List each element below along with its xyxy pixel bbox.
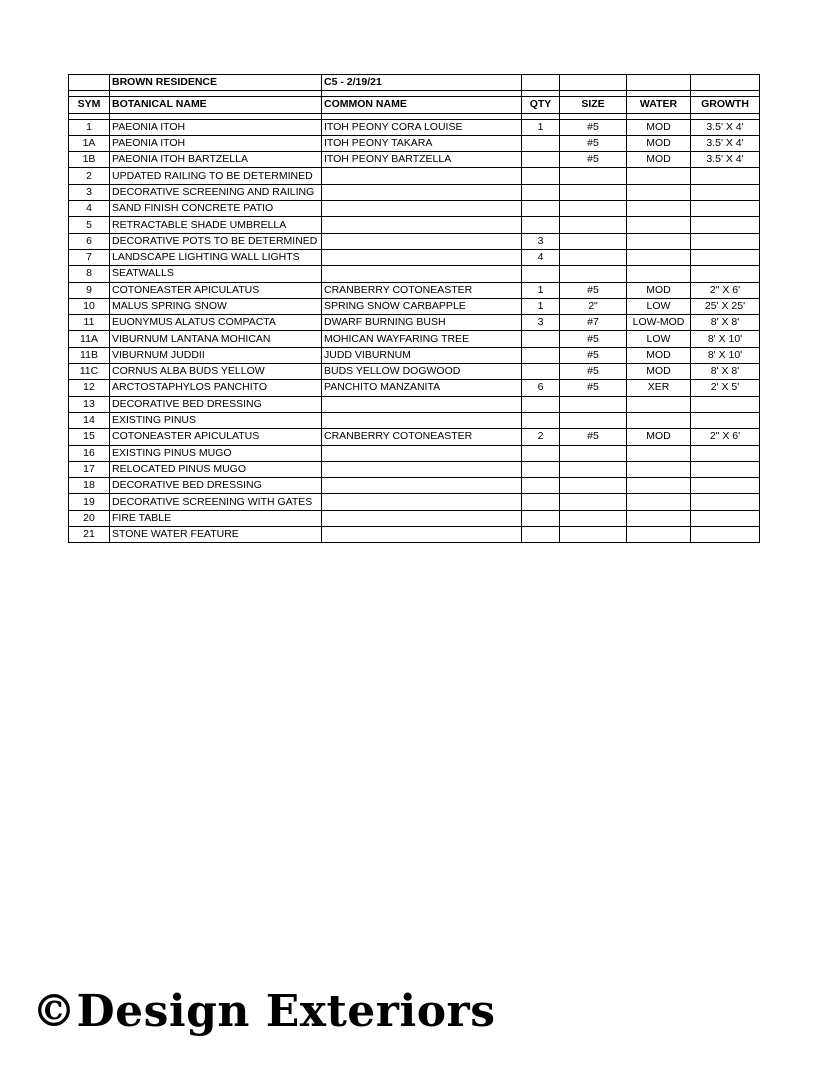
cell-sym: 11	[69, 315, 110, 331]
plant-schedule-table	[68, 74, 760, 543]
cell-sym: 11B	[69, 347, 110, 363]
cell-size	[560, 412, 627, 428]
cell-qty	[522, 184, 560, 200]
copyright-footer: ©Design Exteriors	[32, 986, 496, 1037]
cell-growth	[691, 249, 760, 265]
cell-size	[560, 461, 627, 477]
cell-common: MOHICAN WAYFARING TREE	[322, 331, 522, 347]
cell-botanical: DECORATIVE BED DRESSING	[110, 478, 322, 494]
cell-size	[560, 478, 627, 494]
cell-common: JUDD VIBURNUM	[322, 347, 522, 363]
cell-water: MOD	[627, 135, 691, 151]
cell-growth: 3.5' X 4'	[691, 119, 760, 135]
cell-growth	[691, 201, 760, 217]
table-row	[69, 201, 760, 217]
cell-water: MOD	[627, 282, 691, 298]
cell-qty	[522, 168, 560, 184]
cell-common	[322, 201, 522, 217]
cell-growth: 25' X 25'	[691, 298, 760, 314]
table-row	[69, 233, 760, 249]
sheet-date: C5 - 2/19/21	[322, 75, 522, 91]
cell-growth	[691, 478, 760, 494]
table-row	[69, 445, 760, 461]
cell-growth	[691, 396, 760, 412]
cell-growth: 3.5' X 4'	[691, 152, 760, 168]
cell-sym: 13	[69, 396, 110, 412]
table-row	[69, 380, 760, 396]
cell-sym: 20	[69, 510, 110, 526]
cell-botanical: PAEONIA ITOH	[110, 135, 322, 151]
table-row	[69, 184, 760, 200]
cell-botanical: PAEONIA ITOH BARTZELLA	[110, 152, 322, 168]
cell-sym: 11A	[69, 331, 110, 347]
title-sym-cell	[69, 75, 110, 91]
cell-water	[627, 396, 691, 412]
cell-qty	[522, 331, 560, 347]
cell-growth	[691, 184, 760, 200]
table-row	[69, 510, 760, 526]
cell-water: MOD	[627, 429, 691, 445]
cell-qty: 2	[522, 429, 560, 445]
cell-common: CRANBERRY COTONEASTER	[322, 282, 522, 298]
cell-size: 2"	[560, 298, 627, 314]
col-header-common: COMMON NAME	[322, 97, 522, 113]
cell-common	[322, 266, 522, 282]
table-row	[69, 412, 760, 428]
cell-growth	[691, 445, 760, 461]
cell-water	[627, 266, 691, 282]
cell-water	[627, 494, 691, 510]
cell-water: LOW	[627, 331, 691, 347]
cell-common	[322, 217, 522, 233]
cell-growth	[691, 168, 760, 184]
table-row	[69, 478, 760, 494]
cell-common	[322, 478, 522, 494]
cell-water	[627, 445, 691, 461]
cell-water	[627, 412, 691, 428]
cell-botanical: SEATWALLS	[110, 266, 322, 282]
cell-common	[322, 396, 522, 412]
cell-sym: 21	[69, 527, 110, 543]
cell-sym: 3	[69, 184, 110, 200]
cell-size: #5	[560, 331, 627, 347]
cell-botanical: VIBURNUM JUDDII	[110, 347, 322, 363]
cell-size: #5	[560, 364, 627, 380]
table-row	[69, 282, 760, 298]
cell-sym: 9	[69, 282, 110, 298]
cell-qty: 3	[522, 233, 560, 249]
cell-growth: 8' X 10'	[691, 347, 760, 363]
cell-water	[627, 527, 691, 543]
cell-growth: 2" X 6'	[691, 282, 760, 298]
cell-common: PANCHITO MANZANITA	[322, 380, 522, 396]
project-name: BROWN RESIDENCE	[110, 75, 322, 91]
cell-growth: 8' X 8'	[691, 315, 760, 331]
cell-common: ITOH PEONY BARTZELLA	[322, 152, 522, 168]
cell-qty	[522, 527, 560, 543]
cell-sym: 8	[69, 266, 110, 282]
cell-botanical: ARCTOSTAPHYLOS PANCHITO	[110, 380, 322, 396]
col-header-sym: SYM	[69, 97, 110, 113]
cell-common	[322, 249, 522, 265]
cell-growth: 8' X 8'	[691, 364, 760, 380]
table-row	[69, 331, 760, 347]
cell-botanical: EXISTING PINUS	[110, 412, 322, 428]
cell-water	[627, 233, 691, 249]
cell-botanical: DECORATIVE POTS TO BE DETERMINED	[110, 233, 322, 249]
cell-water	[627, 201, 691, 217]
cell-qty	[522, 347, 560, 363]
table-row	[69, 119, 760, 135]
column-header-row	[69, 97, 760, 113]
cell-qty: 1	[522, 282, 560, 298]
cell-size	[560, 445, 627, 461]
cell-qty: 1	[522, 298, 560, 314]
cell-growth	[691, 217, 760, 233]
cell-botanical: CORNUS ALBA BUDS YELLOW	[110, 364, 322, 380]
table-row	[69, 315, 760, 331]
cell-botanical: LANDSCAPE LIGHTING WALL LIGHTS	[110, 249, 322, 265]
cell-water	[627, 461, 691, 477]
cell-size	[560, 494, 627, 510]
cell-common: DWARF BURNING BUSH	[322, 315, 522, 331]
cell-growth	[691, 527, 760, 543]
cell-size	[560, 217, 627, 233]
cell-sym: 7	[69, 249, 110, 265]
cell-botanical: RETRACTABLE SHADE UMBRELLA	[110, 217, 322, 233]
cell-growth	[691, 461, 760, 477]
cell-sym: 10	[69, 298, 110, 314]
cell-sym: 18	[69, 478, 110, 494]
cell-common	[322, 233, 522, 249]
cell-qty: 1	[522, 119, 560, 135]
cell-sym: 2	[69, 168, 110, 184]
cell-common: ITOH PEONY CORA LOUISE	[322, 119, 522, 135]
cell-qty	[522, 510, 560, 526]
cell-size: #5	[560, 380, 627, 396]
cell-growth: 2" X 6'	[691, 429, 760, 445]
cell-common	[322, 510, 522, 526]
col-header-water: WATER	[627, 97, 691, 113]
cell-size: #5	[560, 135, 627, 151]
cell-growth	[691, 510, 760, 526]
cell-sym: 16	[69, 445, 110, 461]
cell-size	[560, 201, 627, 217]
cell-qty	[522, 152, 560, 168]
cell-sym: 1B	[69, 152, 110, 168]
col-header-botanical: BOTANICAL NAME	[110, 97, 322, 113]
cell-size: #7	[560, 315, 627, 331]
cell-size	[560, 168, 627, 184]
cell-size	[560, 527, 627, 543]
cell-common	[322, 445, 522, 461]
table-row	[69, 396, 760, 412]
table-row	[69, 168, 760, 184]
cell-botanical: EXISTING PINUS MUGO	[110, 445, 322, 461]
cell-growth: 8' X 10'	[691, 331, 760, 347]
cell-water: LOW-MOD	[627, 315, 691, 331]
table-row	[69, 461, 760, 477]
cell-size: #5	[560, 347, 627, 363]
table-row	[69, 152, 760, 168]
cell-size: #5	[560, 119, 627, 135]
cell-size	[560, 396, 627, 412]
cell-botanical: COTONEASTER APICULATUS	[110, 429, 322, 445]
table-row	[69, 298, 760, 314]
cell-botanical: COTONEASTER APICULATUS	[110, 282, 322, 298]
table-row	[69, 266, 760, 282]
table-row	[69, 347, 760, 363]
cell-water: MOD	[627, 152, 691, 168]
cell-water: MOD	[627, 364, 691, 380]
cell-botanical: UPDATED RAILING TO BE DETERMINED	[110, 168, 322, 184]
cell-sym: 1A	[69, 135, 110, 151]
cell-common	[322, 494, 522, 510]
cell-water: LOW	[627, 298, 691, 314]
cell-botanical: VIBURNUM LANTANA MOHICAN	[110, 331, 322, 347]
cell-size	[560, 249, 627, 265]
cell-size: #5	[560, 429, 627, 445]
cell-size	[560, 184, 627, 200]
table-row	[69, 249, 760, 265]
cell-water: MOD	[627, 119, 691, 135]
col-header-size: SIZE	[560, 97, 627, 113]
cell-growth	[691, 266, 760, 282]
cell-sym: 4	[69, 201, 110, 217]
cell-water	[627, 510, 691, 526]
cell-qty: 3	[522, 315, 560, 331]
cell-growth: 2' X 5'	[691, 380, 760, 396]
cell-size	[560, 510, 627, 526]
cell-water	[627, 478, 691, 494]
cell-growth: 3.5' X 4'	[691, 135, 760, 151]
cell-qty	[522, 412, 560, 428]
cell-sym: 12	[69, 380, 110, 396]
cell-common	[322, 527, 522, 543]
table-row	[69, 527, 760, 543]
cell-size	[560, 266, 627, 282]
cell-growth	[691, 412, 760, 428]
cell-water	[627, 184, 691, 200]
cell-botanical: PAEONIA ITOH	[110, 119, 322, 135]
cell-qty	[522, 445, 560, 461]
cell-qty	[522, 201, 560, 217]
cell-botanical: DECORATIVE SCREENING AND RAILING	[110, 184, 322, 200]
cell-sym: 15	[69, 429, 110, 445]
cell-botanical: MALUS SPRING SNOW	[110, 298, 322, 314]
cell-botanical: DECORATIVE BED DRESSING	[110, 396, 322, 412]
cell-water: MOD	[627, 347, 691, 363]
title-row	[69, 75, 760, 91]
table-row	[69, 494, 760, 510]
cell-growth	[691, 494, 760, 510]
table-row	[69, 429, 760, 445]
cell-botanical: FIRE TABLE	[110, 510, 322, 526]
cell-common: SPRING SNOW CARBAPPLE	[322, 298, 522, 314]
col-header-qty: QTY	[522, 97, 560, 113]
cell-botanical: STONE WATER FEATURE	[110, 527, 322, 543]
cell-common	[322, 168, 522, 184]
cell-common: BUDS YELLOW DOGWOOD	[322, 364, 522, 380]
cell-common: CRANBERRY COTONEASTER	[322, 429, 522, 445]
table-row	[69, 364, 760, 380]
cell-water	[627, 217, 691, 233]
cell-qty	[522, 494, 560, 510]
cell-water	[627, 168, 691, 184]
cell-qty	[522, 364, 560, 380]
cell-botanical: RELOCATED PINUS MUGO	[110, 461, 322, 477]
cell-size	[560, 233, 627, 249]
cell-common	[322, 461, 522, 477]
cell-qty	[522, 461, 560, 477]
cell-common: ITOH PEONY TAKARA	[322, 135, 522, 151]
cell-water: XER	[627, 380, 691, 396]
cell-qty: 4	[522, 249, 560, 265]
cell-qty	[522, 135, 560, 151]
cell-sym: 19	[69, 494, 110, 510]
cell-qty	[522, 396, 560, 412]
cell-qty	[522, 266, 560, 282]
cell-common	[322, 412, 522, 428]
cell-growth	[691, 233, 760, 249]
cell-water	[627, 249, 691, 265]
cell-size: #5	[560, 282, 627, 298]
cell-common	[322, 184, 522, 200]
cell-sym: 5	[69, 217, 110, 233]
cell-sym: 6	[69, 233, 110, 249]
table-row	[69, 135, 760, 151]
cell-sym: 11C	[69, 364, 110, 380]
col-header-growth: GROWTH	[691, 97, 760, 113]
cell-botanical: EUONYMUS ALATUS COMPACTA	[110, 315, 322, 331]
cell-sym: 17	[69, 461, 110, 477]
cell-size: #5	[560, 152, 627, 168]
cell-botanical: SAND FINISH CONCRETE PATIO	[110, 201, 322, 217]
cell-qty	[522, 478, 560, 494]
cell-sym: 1	[69, 119, 110, 135]
cell-qty	[522, 217, 560, 233]
cell-sym: 14	[69, 412, 110, 428]
cell-qty: 6	[522, 380, 560, 396]
cell-botanical: DECORATIVE SCREENING WITH GATES	[110, 494, 322, 510]
table-row	[69, 217, 760, 233]
